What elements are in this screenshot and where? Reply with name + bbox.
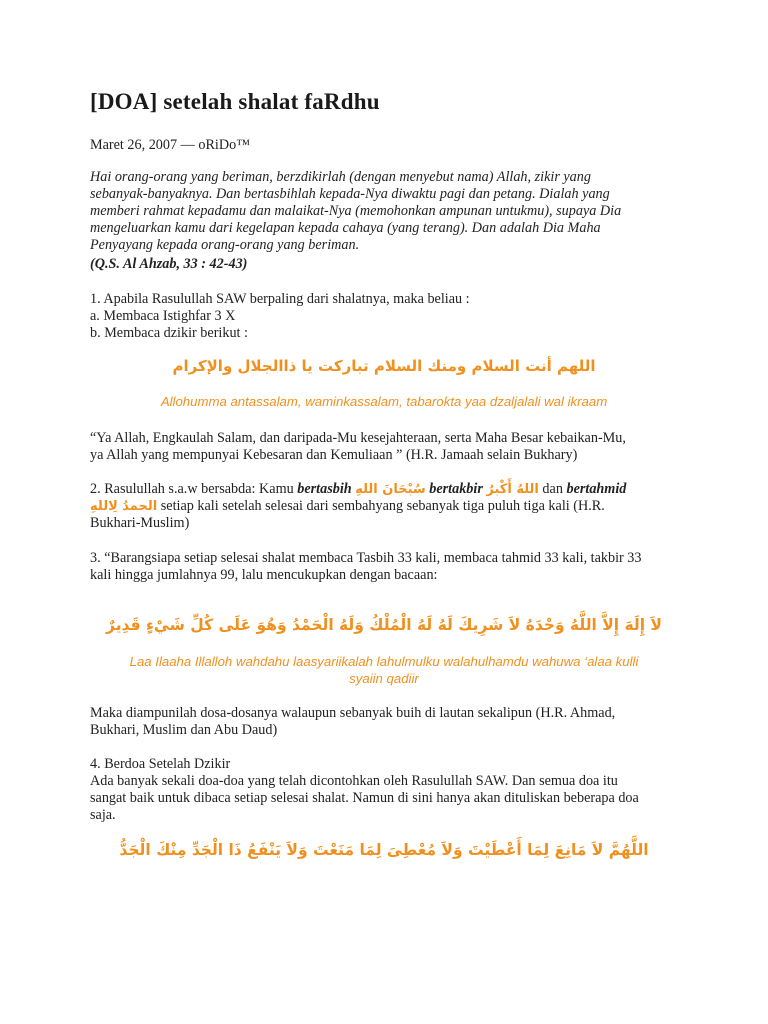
post-meta: Maret 26, 2007 — oRiDo™ xyxy=(90,137,251,153)
quran-quote xyxy=(90,169,690,254)
text-line: a. Membaca Istighfar 3 X xyxy=(90,308,236,324)
section-1 xyxy=(90,291,690,342)
term-tahmid: bertahmid xyxy=(566,481,627,497)
meaning-1 xyxy=(90,430,690,464)
text-line: saja. xyxy=(90,807,116,823)
text-line: sebanyak-banyaknya. Dan bertasbihlah kepada-Nya diwaktu pagi dan petang. Dialah yang xyxy=(90,186,610,202)
section-4 xyxy=(90,756,690,824)
text-line: 3. “Barangsiapa setiap selesai shalat membaca Tasbih 33 kali, membaca tahmid 33 kali, takbir 33 xyxy=(90,550,642,566)
text-line: Hai orang-orang yang beriman, berzdikirlah (dengan menyebut nama) Allah, zikir yang xyxy=(90,169,591,185)
section-2 xyxy=(90,481,690,532)
arabic-doa: اللَّهُمَّ لاَ مَانِعَ لِمَا أَعْطَيْتَ وَلاَ مُعْطِىَ لِمَا مَنَعْتَ وَلاَ يَنْفَعُ ذَا الْجَدِّ مِنْكَ الْجَدُّ xyxy=(119,841,649,859)
text-line: Ada banyak sekali doa-doa yang telah dicontohkan oleh Rasulullah SAW. Dan semua doa itu xyxy=(90,773,618,789)
text-line: syaiin qadiir xyxy=(349,671,419,686)
arabic-tahlil: لاَ إِلَهَ إِلاَّ اللَّهُ وَحْدَهُ لاَ شَرِيكَ لَهُ لَهُ الْمُلْكُ وَلَهُ الْحَمْدُ وَهُوَ عَلَى كُلِّ شَيْءٍ قَدِيرٌ xyxy=(106,616,662,634)
arabic-alhamdulillah: الحمدُ لِاللهِ xyxy=(90,499,158,514)
text-line: sangat baik untuk dibaca setiap selesai shalat. Namun di sini hanya akan dituliskan beberapa doa xyxy=(90,790,639,806)
term-takbir: bertakbir xyxy=(429,481,483,497)
text-line: 1. Apabila Rasulullah SAW berpaling dari shalatnya, maka beliau : xyxy=(90,291,470,307)
arabic-allahu-akbar: اللهُ أَكْبرُ xyxy=(486,482,539,497)
transliteration-1: Allohumma antassalam, waminkassalam, tabarokta yaa dzaljalali wal ikraam xyxy=(160,394,608,409)
text-span: dan xyxy=(538,481,567,497)
term-tasbih: bertasbih xyxy=(297,481,352,497)
text-line: 4. Berdoa Setelah Dzikir xyxy=(90,756,231,772)
section-3 xyxy=(90,550,690,584)
text-span: setiap kali setelah selesai dari sembahyang sebanyak tiga puluh tiga kali (H.R. xyxy=(157,498,605,514)
text-line: Bukhari-Muslim) xyxy=(90,515,190,531)
quran-reference: (Q.S. Al Ahzab, 33 : 42-43) xyxy=(90,256,248,272)
arabic-subhanallah: سُبْحَانَ اللهِ xyxy=(355,482,426,497)
text-span: 2. Rasulullah s.a.w bersabda: Kamu xyxy=(90,481,298,497)
text-line: b. Membaca dzikir berikut : xyxy=(90,325,248,341)
text-line: ya Allah yang mempunyai Kebesaran dan Kemuliaan ” (H.R. Jamaah selain Bukhary) xyxy=(90,447,578,463)
text-line xyxy=(90,481,690,498)
arabic-dzikir-1: اللهم أنت السلام ومنك السلام تباركت يا ذاالجلال والإكرام xyxy=(172,357,596,375)
text-line: Maka diampunilah dosa-dosanya walaupun sebanyak buih di lautan sekalipun (H.R. Ahmad, xyxy=(90,705,616,721)
text-line: Penyayang kepada orang-orang yang beriman. xyxy=(90,237,360,253)
text-line: Laa Ilaaha Illalloh wahdahu laasyariikalah lahulmulku walahulhamdu wahuwa ‘alaa kulli xyxy=(129,654,639,669)
text-line: “Ya Allah, Engkaulah Salam, dan daripada-Mu kesejahteraan, serta Maha Besar kebaikan-Mu, xyxy=(90,430,626,446)
text-line: mengeluarkan kamu dari kegelapan kepada cahaya (yang terang). Dan adalah Dia Maha xyxy=(90,220,601,236)
text-line: kali hingga jumlahnya 99, lalu mencukupkan dengan bacaan: xyxy=(90,567,438,583)
text-line xyxy=(90,498,690,515)
text-line: Bukhari, Muslim dan Abu Daud) xyxy=(90,722,278,738)
page-title: [DOA] setelah shalat faRdhu xyxy=(90,89,380,114)
text-line: memberi rahmat kepadamu dan malaikat-Nya (memohonkan ampunan untukmu), supaya Dia xyxy=(90,203,622,219)
transliteration-3 xyxy=(90,653,678,687)
section-3-after xyxy=(90,705,690,739)
